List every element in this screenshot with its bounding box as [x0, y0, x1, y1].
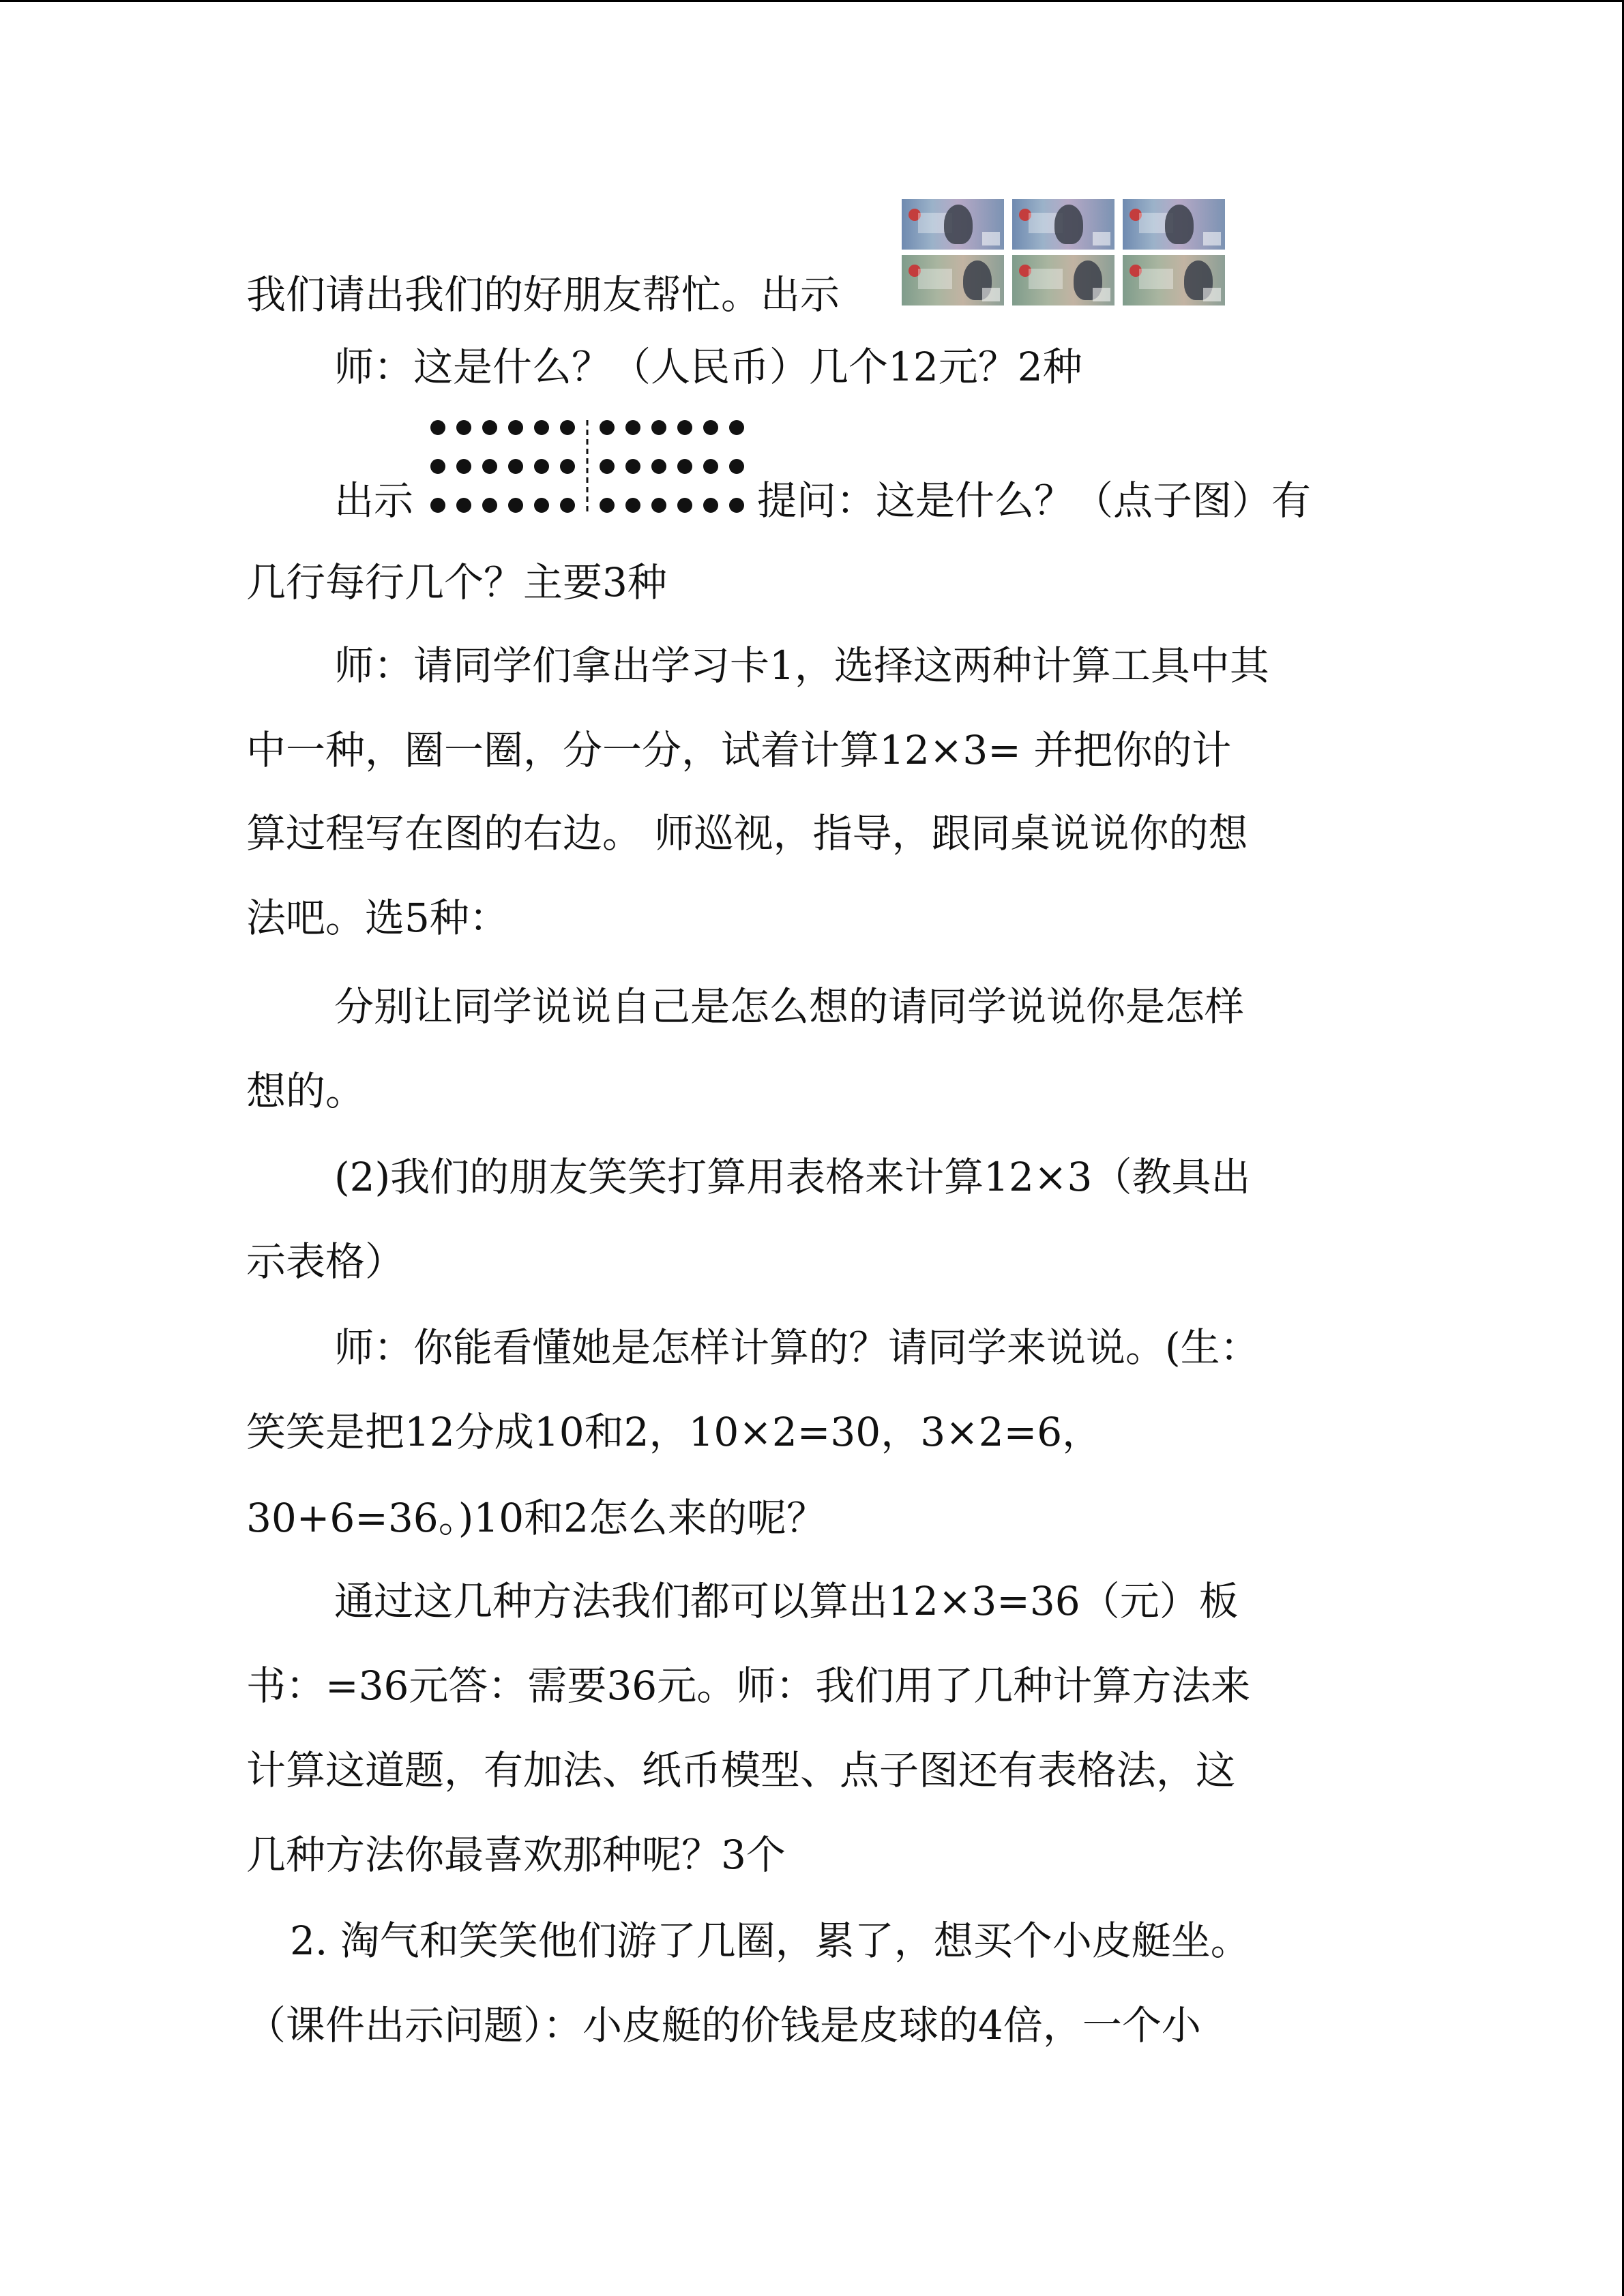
- dot: [482, 459, 497, 474]
- dot: [482, 498, 497, 513]
- text-line-16: 通过这几种方法我们都可以算出12×3=36（元）板: [334, 1578, 1239, 1624]
- dot: [729, 498, 744, 513]
- text-line-19: 几种方法你最喜欢那种呢？3个: [246, 1832, 786, 1878]
- dot: [651, 459, 666, 474]
- dot: [625, 420, 640, 435]
- dot: [625, 459, 640, 474]
- dot: [703, 498, 718, 513]
- two-yuan-note: [1012, 255, 1114, 305]
- text-line-2: 师：这是什么？（人民币）几个12元？2种: [334, 344, 1082, 390]
- dot: [456, 420, 471, 435]
- dot: [729, 420, 744, 435]
- text-line-21: （课件出示问题）：小皮艇的价钱是皮球的4倍，一个小: [246, 2002, 1201, 2048]
- text-line-6: 中一种，圈一圈，分一分，试着计算12×3= 并把你的计: [246, 727, 1232, 773]
- page-frame-top: [0, 0, 1624, 2]
- two-yuan-note: [902, 255, 1004, 305]
- dot: [430, 498, 445, 513]
- ten-yuan-note: [902, 199, 1004, 250]
- dot: [508, 459, 523, 474]
- dot: [600, 498, 615, 513]
- dot: [703, 459, 718, 474]
- dot: [560, 498, 575, 513]
- text-line-11: (2)我们的朋友笑笑打算用表格来计算12×3（教具出: [334, 1154, 1251, 1200]
- dot: [600, 420, 615, 435]
- text-line-13: 师：你能看懂她是怎样计算的？请同学来说说。(生：: [334, 1324, 1260, 1371]
- dot: [430, 420, 445, 435]
- dot: [600, 459, 615, 474]
- text-line-15: 30+6=36。)10和2怎么来的呢？: [246, 1495, 827, 1541]
- dot: [508, 498, 523, 513]
- text-line-14: 笑笑是把12分成10和2，10×2=30，3×2=6，: [246, 1409, 1102, 1455]
- dot: [677, 420, 692, 435]
- text-line-20: 2. 淘气和笑笑他们游了几圈，累了，想买个小皮艇坐。: [290, 1918, 1250, 1964]
- dot: [677, 459, 692, 474]
- text-line-4: 几行每行几个？主要3种: [246, 559, 667, 606]
- dot: [534, 459, 549, 474]
- text-line-5: 师：请同学们拿出学习卡1，选择这两种计算工具中其: [334, 642, 1269, 689]
- text-line-3-start: 出示: [334, 477, 414, 524]
- text-line-3-end: 提问：这是什么？（点子图）有: [757, 477, 1312, 524]
- dot: [534, 498, 549, 513]
- text-line-10: 想的。: [246, 1068, 366, 1114]
- text-line-8: 法吧。选5种：: [246, 895, 509, 941]
- banknote-image: [902, 199, 1226, 307]
- dot: [560, 420, 575, 435]
- dot: [729, 459, 744, 474]
- text-line-1: 我们请出我们的好朋友帮忙。出示: [246, 271, 840, 318]
- dot: [651, 420, 666, 435]
- text-line-7: 算过程写在图的右边。 师巡视，指导，跟同桌说说你的想: [246, 810, 1248, 856]
- text-line-12: 示表格）: [246, 1238, 405, 1285]
- dot: [625, 498, 640, 513]
- ten-yuan-note: [1012, 199, 1114, 250]
- text-line-17: 书：=36元答：需要36元。师：我们用了几种计算方法来: [246, 1663, 1251, 1709]
- dot-array-image: [430, 420, 744, 513]
- dot: [534, 420, 549, 435]
- dot: [677, 498, 692, 513]
- text-line-9: 分别让同学说说自己是怎么想的请同学说说你是怎样: [334, 983, 1245, 1030]
- dot: [482, 420, 497, 435]
- ten-yuan-note: [1123, 199, 1225, 250]
- two-yuan-note: [1123, 255, 1225, 305]
- text-line-18: 计算这道题，有加法、纸币模型、点子图还有表格法，这: [246, 1747, 1236, 1793]
- dot: [456, 459, 471, 474]
- dot: [703, 420, 718, 435]
- dot: [508, 420, 523, 435]
- dot: [430, 459, 445, 474]
- dot: [651, 498, 666, 513]
- dot: [456, 498, 471, 513]
- dot: [560, 459, 575, 474]
